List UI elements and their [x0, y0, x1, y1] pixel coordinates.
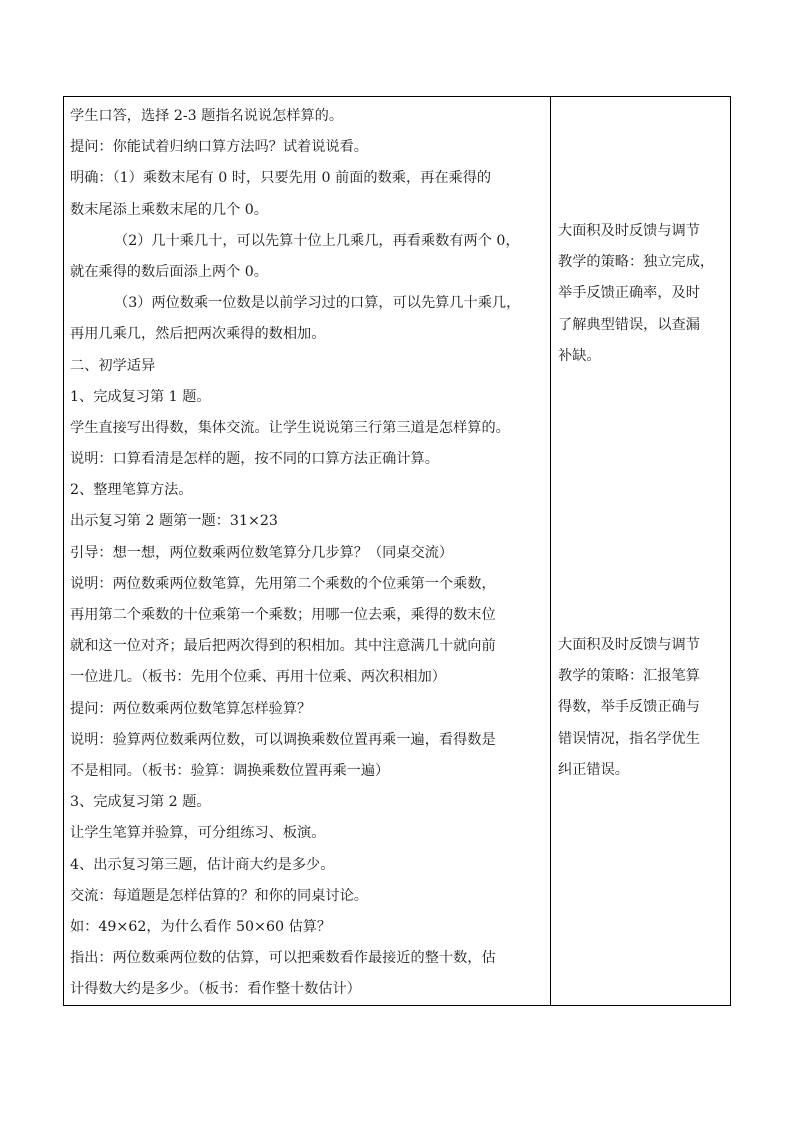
text-line: 提问：你能试着归纳口算方法吗？试着说说看。	[70, 139, 368, 156]
text-line: 4、出示复习第三题，估计商大约是多少。	[70, 856, 335, 873]
text-line: 说明：验算两位数乘两位数，可以调换乘数位置再乘一遍，看得数是	[70, 731, 496, 748]
text-line: 说明：两位数乘两位数笔算，先用第二个乘数的个位乘第一个乘数，	[70, 575, 496, 592]
text-line: 明确：（1）乘数末尾有 0 时，只要先用 0 前面的数乘，再在乘得的	[70, 170, 492, 187]
text-line: 再用第二个乘数的十位乘第一个乘数；用哪一位去乘，乘得的数末位	[70, 607, 496, 623]
text-line: 学生直接写出得数，集体交流。让学生说说第三行第三道是怎样算的。	[70, 419, 510, 436]
text-line: 1、完成复习第 1 题。	[70, 388, 211, 405]
note-line: 教学的策略：汇报笔算	[558, 668, 700, 685]
text-line: 出示复习第 2 题第一题：31×23	[70, 513, 278, 530]
text-line: 数末尾添上乘数末尾的几个 0。	[70, 201, 268, 218]
design-note-2	[558, 630, 728, 786]
note-line: 错误情况，指名学优生	[558, 730, 700, 747]
text-line: 引导：想一想，两位数乘两位数笔算分几步算？（同桌交流）	[70, 544, 454, 561]
text-line: 交流：每道题是怎样估算的？和你的同桌讨论。	[70, 887, 368, 904]
lesson-plan-table	[63, 96, 731, 1006]
note-line: 补缺。	[558, 347, 601, 364]
design-notes-cell	[551, 97, 731, 1006]
text-line: 不是相同。（板书：验算：调换乘数位置再乘一遍）	[70, 762, 390, 779]
text-line: 学生口答，选择 2-3 题指名说说怎样算的。	[70, 108, 344, 124]
text-line: 计得数大约是多少。（板书：看作整十数估计）	[70, 981, 361, 998]
text-line: 就在乘得的数后面添上两个 0。	[70, 263, 268, 280]
note-line: 纠正错误。	[558, 761, 629, 778]
note-line: 得数，举手反馈正确与	[558, 699, 700, 716]
design-note-1	[558, 216, 728, 372]
table-row	[64, 97, 731, 1006]
text-line: （2）几十乘几十，可以先算十位上几乘几，再看乘数有两个 0，	[114, 232, 520, 249]
text-line: 如：49×62，为什么看作 50×60 估算？	[70, 918, 332, 935]
text-line: 2、整理笔算方法。	[70, 482, 193, 499]
text-line: 再用几乘几，然后把两次乘得的数相加。	[70, 326, 326, 343]
text-line: 指出：两位数乘两位数的估算，可以把乘数看作最接近的整十数，估	[70, 950, 496, 967]
note-line: 大面积及时反馈与调节	[558, 637, 700, 653]
note-line: 举手反馈正确率，及时	[558, 285, 700, 302]
text-line: 提问：两位数乘两位数笔算怎样验算？	[70, 700, 312, 717]
teaching-process-cell	[64, 97, 551, 1006]
text-line: （3）两位数乘一位数是以前学习过的口算，可以先算几十乘几，	[114, 295, 521, 312]
text-line: 说明：口算看清是怎样的题，按不同的口算方法正确计算。	[70, 451, 439, 468]
note-line: 了解典型错误，以查漏	[558, 316, 700, 333]
text-line: 3、完成复习第 2 题。	[70, 794, 211, 811]
note-line: 教学的策略：独立完成，	[558, 254, 715, 271]
text-line: 二、初学适异	[70, 357, 156, 374]
text-line: 让学生笔算并验算，可分组练习、板演。	[70, 825, 326, 842]
teaching-process-text	[70, 101, 544, 1005]
text-line: 一位进几。（板书：先用个位乘、再用十位乘、两次积相加）	[70, 669, 446, 686]
text-line: 就和这一位对齐；最后把两次得到的积相加。其中注意满几十就向前	[70, 638, 496, 655]
note-line: 大面积及时反馈与调节	[558, 223, 700, 239]
